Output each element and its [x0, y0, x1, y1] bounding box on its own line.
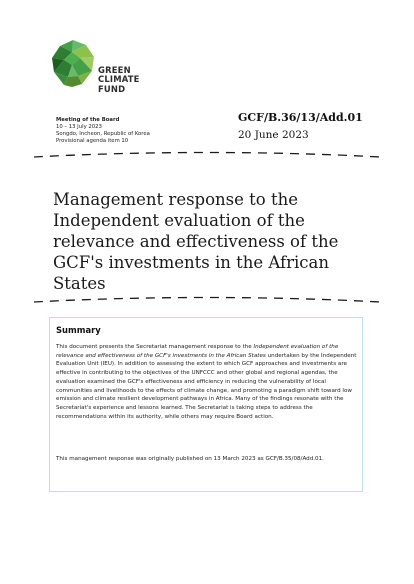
logo-line-climate: CLIMATE — [98, 74, 140, 85]
meeting-agenda: Provisional agenda item 10 — [56, 138, 129, 144]
logo-line-green: GREEN — [98, 65, 131, 75]
gcf-logo — [50, 38, 96, 92]
dashed-separator-top — [34, 150, 380, 160]
logo-line-fund: FUND — [98, 83, 126, 94]
summary-p1-rest: undertaken by the Independent Evaluation Unit (IEU). In addition to assessing the extent to which GCF approaches and investments are effective in contributing to the objectives of the UNFCCC and other global and regional agendas, the evaluation examined the GCF's effectiveness and efficiency in reducing the vulnerability of local communities and livelihoods to the effects of climate change, and promoting a paradigm shift toward low emission and climate resilient development pathways in Africa. Many of the findings resonate with the Secretariat's experience and lessons learned. The Secretariat is taking steps to address the recommendations within its authority, while others may require Board action. — [56, 352, 357, 420]
meeting-dates: 10 – 13 July 2023 — [56, 124, 102, 130]
summary-p1-evaluation-title: Independent evaluation of the relevance and effectiveness of the GCF's investments in the African States — [56, 344, 339, 359]
gcf-globe-icon — [50, 38, 96, 88]
dashed-separator-bottom — [34, 295, 380, 305]
logo-wordmark — [98, 66, 140, 94]
meeting-location: Songdo, Incheon, Republic of Korea — [56, 131, 150, 137]
summary-p1-start: This document presents the Secretariat management response to the — [56, 344, 254, 350]
summary-paragraph-2: This management response was originally published on 13 March 2023 as GCF/B.35/08/Add.01. — [56, 456, 324, 462]
document-number: GCF/B.36/13/Add.01 — [238, 111, 363, 124]
document-title: Management response to the Independent evaluation of the relevance and effectiveness of the GCF's investments in the African States — [53, 190, 339, 293]
document-date: 20 June 2023 — [238, 129, 309, 141]
summary-paragraph-1 — [56, 343, 361, 421]
meeting-info — [56, 117, 150, 145]
meeting-heading: Meeting of the Board — [56, 117, 120, 123]
summary-heading: Summary — [56, 325, 101, 335]
